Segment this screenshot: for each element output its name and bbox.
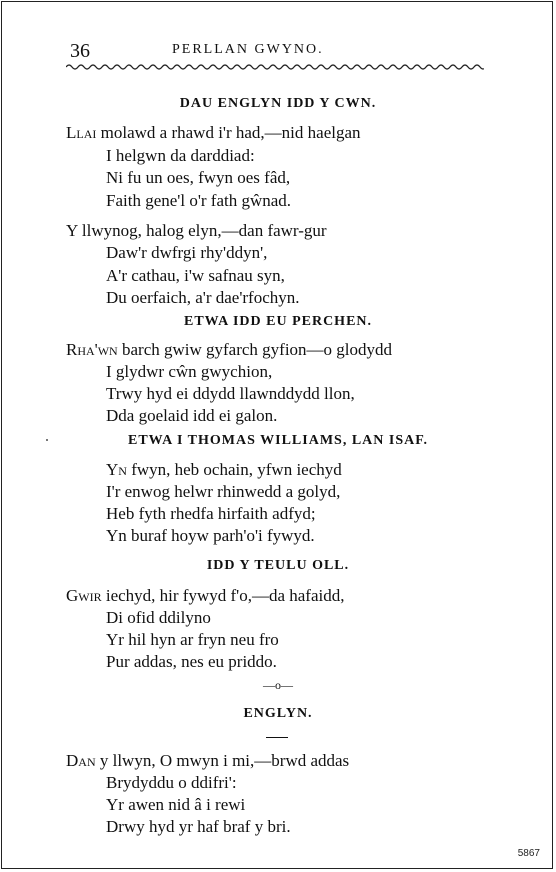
verse-line: A'r cathau, i'w safnau syn, (106, 266, 285, 285)
verse-lead-word: Gwir (66, 586, 102, 605)
section-heading: DAU ENGLYN IDD Y CWN. (179, 96, 377, 111)
verse-line: Du oerfaich, a'r dae'rfochyn. (106, 288, 300, 307)
verse-line: Dan y llwyn, O mwyn i mi,—brwd addas (66, 751, 350, 770)
verse-line: Trwy hyd ei ddydd llawnddydd llon, (106, 384, 355, 403)
verse-lead-word: Rha'wn (66, 340, 118, 359)
verse-line: Daw'r dwfrgi rhy'ddyn', (106, 243, 268, 262)
verse-line: Dda goelaid idd ei galon. (106, 406, 278, 425)
verse-line: Yn buraf hoyw parh'o'i fywyd. (106, 526, 315, 545)
verse-line: Ni fu un oes, fwyn oes fâd, (106, 168, 291, 187)
verse-line: Yr awen nid â i rewi (106, 795, 246, 814)
verse-line: Drwy hyd yr haf braf y bri. (106, 817, 291, 836)
section-heading: ENGLYN. (243, 706, 313, 721)
book-page (1, 1, 553, 869)
verse-line: Y llwynog, halog elyn,—dan fawr-gur (66, 221, 327, 240)
verse-line: I'r enwog helwr rhinwedd a golyd, (106, 482, 341, 501)
verse-line: Heb fyth rhedfa hirfaith adfyd; (106, 504, 316, 523)
verse-line: Faith gene'l o'r fath gŵnad. (106, 191, 292, 210)
section-separator: —o— (263, 678, 293, 692)
verse-line: Llai molawd a rhawd i'r had,—nid haelgan (66, 123, 361, 142)
verse-lead-word: Dan (66, 751, 96, 770)
verse-line: Yr hil hyn ar fryn neu fro (106, 630, 279, 649)
verse-line: I glydwr cŵn gwychion, (106, 362, 273, 381)
wavy-rule (66, 62, 484, 72)
page-number: 36 (70, 40, 90, 62)
verse-line: Di ofid ddilyno (106, 608, 211, 627)
short-rule (266, 737, 288, 738)
section-heading: ETWA IDD EU PERCHEN. (183, 314, 373, 329)
verse-line: Rha'wn barch gwiw gyfarch gyfion—o glodydd (66, 340, 393, 359)
section-heading: IDD Y TEULU OLL. (206, 558, 350, 573)
verse-lead-word: Llai (66, 123, 97, 142)
verse-line: I helgwn da darddiad: (106, 146, 255, 165)
section-heading: ETWA I THOMAS WILLIAMS, LAN ISAF. (128, 433, 428, 448)
verse-line: Brydyddu o ddifri': (106, 773, 237, 792)
verse-lead-word: Yn (106, 460, 127, 479)
verse-line: Yn fwyn, heb ochain, yfwn iechyd (106, 460, 342, 479)
verse-line: Pur addas, nes eu priddo. (106, 652, 277, 671)
image-number: 5867 (517, 848, 540, 859)
running-title: PERLLAN GWYNO. (172, 42, 324, 57)
verse-line: Gwir iechyd, hir fywyd f'o,—da hafaidd, (66, 586, 345, 605)
